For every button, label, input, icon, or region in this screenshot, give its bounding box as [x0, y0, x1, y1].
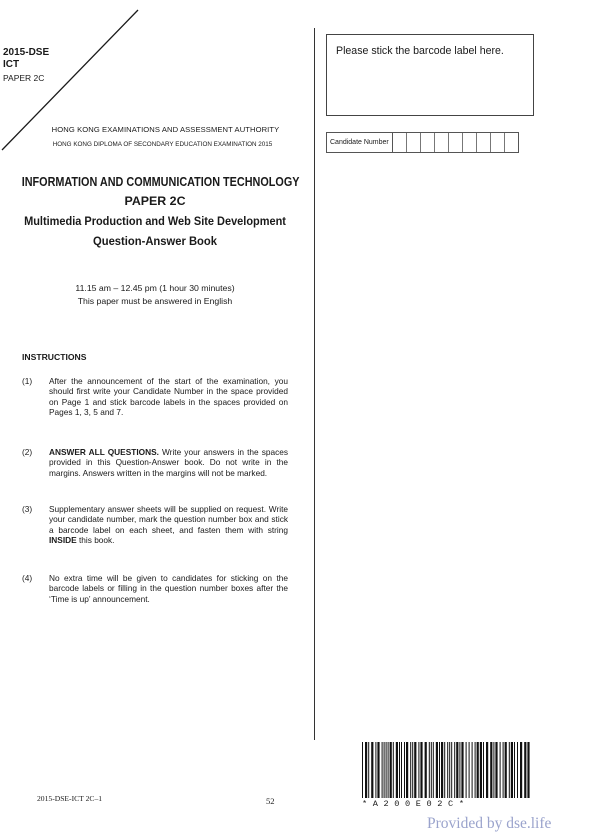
barcode-bar: [388, 742, 389, 798]
barcode-bar: [431, 742, 432, 798]
instructions-heading: INSTRUCTIONS: [22, 352, 87, 362]
barcode-bar: [420, 742, 422, 798]
barcode-bar: [490, 742, 492, 798]
candidate-digit-box[interactable]: [421, 133, 435, 152]
paper-code-header: [3, 47, 49, 84]
barcode-bar: [393, 742, 394, 798]
barcode-bar: [386, 742, 387, 798]
column-divider: [314, 28, 315, 740]
exam-time: 11.15 am – 12.45 pm (1 hour 30 minutes): [75, 283, 235, 293]
paper-title: PAPER 2C: [124, 194, 186, 208]
barcode-bar: [368, 742, 369, 798]
instruction-item: [22, 376, 288, 417]
barcode-bar: [375, 742, 376, 798]
instruction-bold: INSIDE: [49, 534, 77, 545]
topic-title: Multimedia Production and Web Site Development: [24, 214, 286, 228]
barcode-bar: [469, 742, 470, 798]
barcode-bar: [382, 742, 383, 798]
candidate-digit-box[interactable]: [505, 133, 518, 152]
barcode-bar: [517, 742, 518, 798]
candidate-number-label: Candidate Number: [327, 133, 393, 152]
footer-paper-code: 2015-DSE-ICT 2C–1: [37, 794, 103, 803]
instruction-item: [22, 504, 288, 545]
watermark: Provided by dse.life: [427, 815, 552, 832]
barcode-bar: [527, 742, 529, 798]
barcode-bar: [414, 742, 416, 798]
barcode-bar: [466, 742, 467, 798]
candidate-digit-box[interactable]: [491, 133, 505, 152]
barcode-bar: [500, 742, 501, 798]
paper-code: PAPER 2C: [3, 73, 45, 83]
barcode-bar: [454, 742, 455, 798]
barcode-bar: [444, 742, 445, 798]
barcode-bar: [439, 742, 440, 798]
barcode-bar: [377, 742, 379, 798]
barcode-bar: [483, 742, 484, 798]
barcode-bar: [418, 742, 419, 798]
barcode-bar: [412, 742, 413, 798]
instruction-item: [22, 573, 288, 604]
barcode-bar: [425, 742, 427, 798]
barcode-bar: [433, 742, 434, 798]
barcode-bar: [475, 742, 476, 798]
authority-name: HONG KONG EXAMINATIONS AND ASSESSMENT AUTHORITY: [51, 125, 280, 134]
instruction-text: ANSWER ALL QUESTIONS. Write your answers in the spaces provided in this Question-Answer book. Do not write in the margins. Answers written in the margins will not be marked.: [49, 447, 288, 478]
barcode-bar: [511, 742, 513, 798]
barcode-label-box[interactable]: [326, 34, 534, 116]
candidate-digit-box[interactable]: [449, 133, 463, 152]
barcode-bar: [399, 742, 400, 798]
instruction-number: (3): [22, 504, 33, 514]
barcode-bar: [514, 742, 515, 798]
instruction-number: (1): [22, 376, 33, 386]
barcode-image: [362, 742, 530, 798]
candidate-digit-box[interactable]: [435, 133, 449, 152]
candidate-digit-box[interactable]: [407, 133, 421, 152]
subject-title: INFORMATION AND COMMUNICATION TECHNOLOGY: [21, 175, 300, 189]
instruction-number: (2): [22, 447, 33, 457]
barcode-caption: *A200E02C*: [362, 799, 470, 809]
barcode-bar: [401, 742, 402, 798]
barcode-bar: [436, 742, 438, 798]
barcode-bar: [509, 742, 510, 798]
barcode-bar: [449, 742, 450, 798]
barcode-bar: [461, 742, 463, 798]
barcode-bar: [524, 742, 526, 798]
barcode-bar: [520, 742, 522, 798]
barcode-bar: [472, 742, 473, 798]
candidate-digit-box[interactable]: [477, 133, 491, 152]
barcode-bar: [493, 742, 494, 798]
barcode-bar: [486, 742, 488, 798]
book-title: Question-Answer Book: [93, 234, 217, 248]
instruction-bold: ANSWER ALL QUESTIONS.: [49, 447, 159, 457]
instruction-text: After the announcement of the start of the examination, you should first write your Candidate Number in the space provided on Page 1 and stick barcode labels in the spaces provided on Pages 1, 3, 5 and 7.: [49, 376, 288, 417]
barcode-bar: [447, 742, 448, 798]
barcode-bar: [410, 742, 411, 798]
instruction-number: (4): [22, 573, 33, 583]
timing-block: [0, 282, 310, 307]
barcode-bar: [456, 742, 458, 798]
barcode-bar: [429, 742, 430, 798]
barcode-bar: [503, 742, 504, 798]
barcode-bar: [365, 742, 367, 798]
title-block: [0, 175, 310, 248]
barcode-bar: [396, 742, 398, 798]
barcode-bar: [406, 742, 408, 798]
barcode-bar: [384, 742, 385, 798]
instruction-text: Supplementary answer sheets will be supplied on request. Write your candidate number, mark the question number box and stick a barcode label on each sheet, and fasten them with string INSIDE this book.: [49, 504, 288, 545]
candidate-digit-box[interactable]: [393, 133, 407, 152]
language-note: This paper must be answered in English: [77, 295, 233, 306]
barcode-bar: [505, 742, 507, 798]
candidate-number-field[interactable]: [326, 132, 519, 153]
barcode-bar: [371, 742, 373, 798]
barcode-label-prompt: Please stick the barcode label here.: [336, 45, 504, 57]
exam-name: HONG KONG DIPLOMA OF SECONDARY EDUCATION EXAMINATION 2015: [52, 141, 273, 148]
barcode-bar: [362, 742, 363, 798]
barcode-bar: [390, 742, 392, 798]
barcode-bar: [459, 742, 460, 798]
candidate-digit-box[interactable]: [463, 133, 477, 152]
instruction-text: No extra time will be given to candidates for sticking on the barcode labels or filling in the question number boxes after the ‘Time is up’ announcement.: [49, 573, 288, 604]
barcode-bar: [480, 742, 482, 798]
barcode-bar: [404, 742, 405, 798]
subject-code: ICT: [3, 59, 20, 70]
exam-year: 2015-DSE: [3, 47, 50, 58]
barcode-bar: [441, 742, 443, 798]
page-number: 52: [266, 796, 275, 806]
barcode-bar: [477, 742, 479, 798]
barcode-bar: [451, 742, 452, 798]
instruction-item: [22, 447, 288, 478]
barcode-bar: [495, 742, 497, 798]
